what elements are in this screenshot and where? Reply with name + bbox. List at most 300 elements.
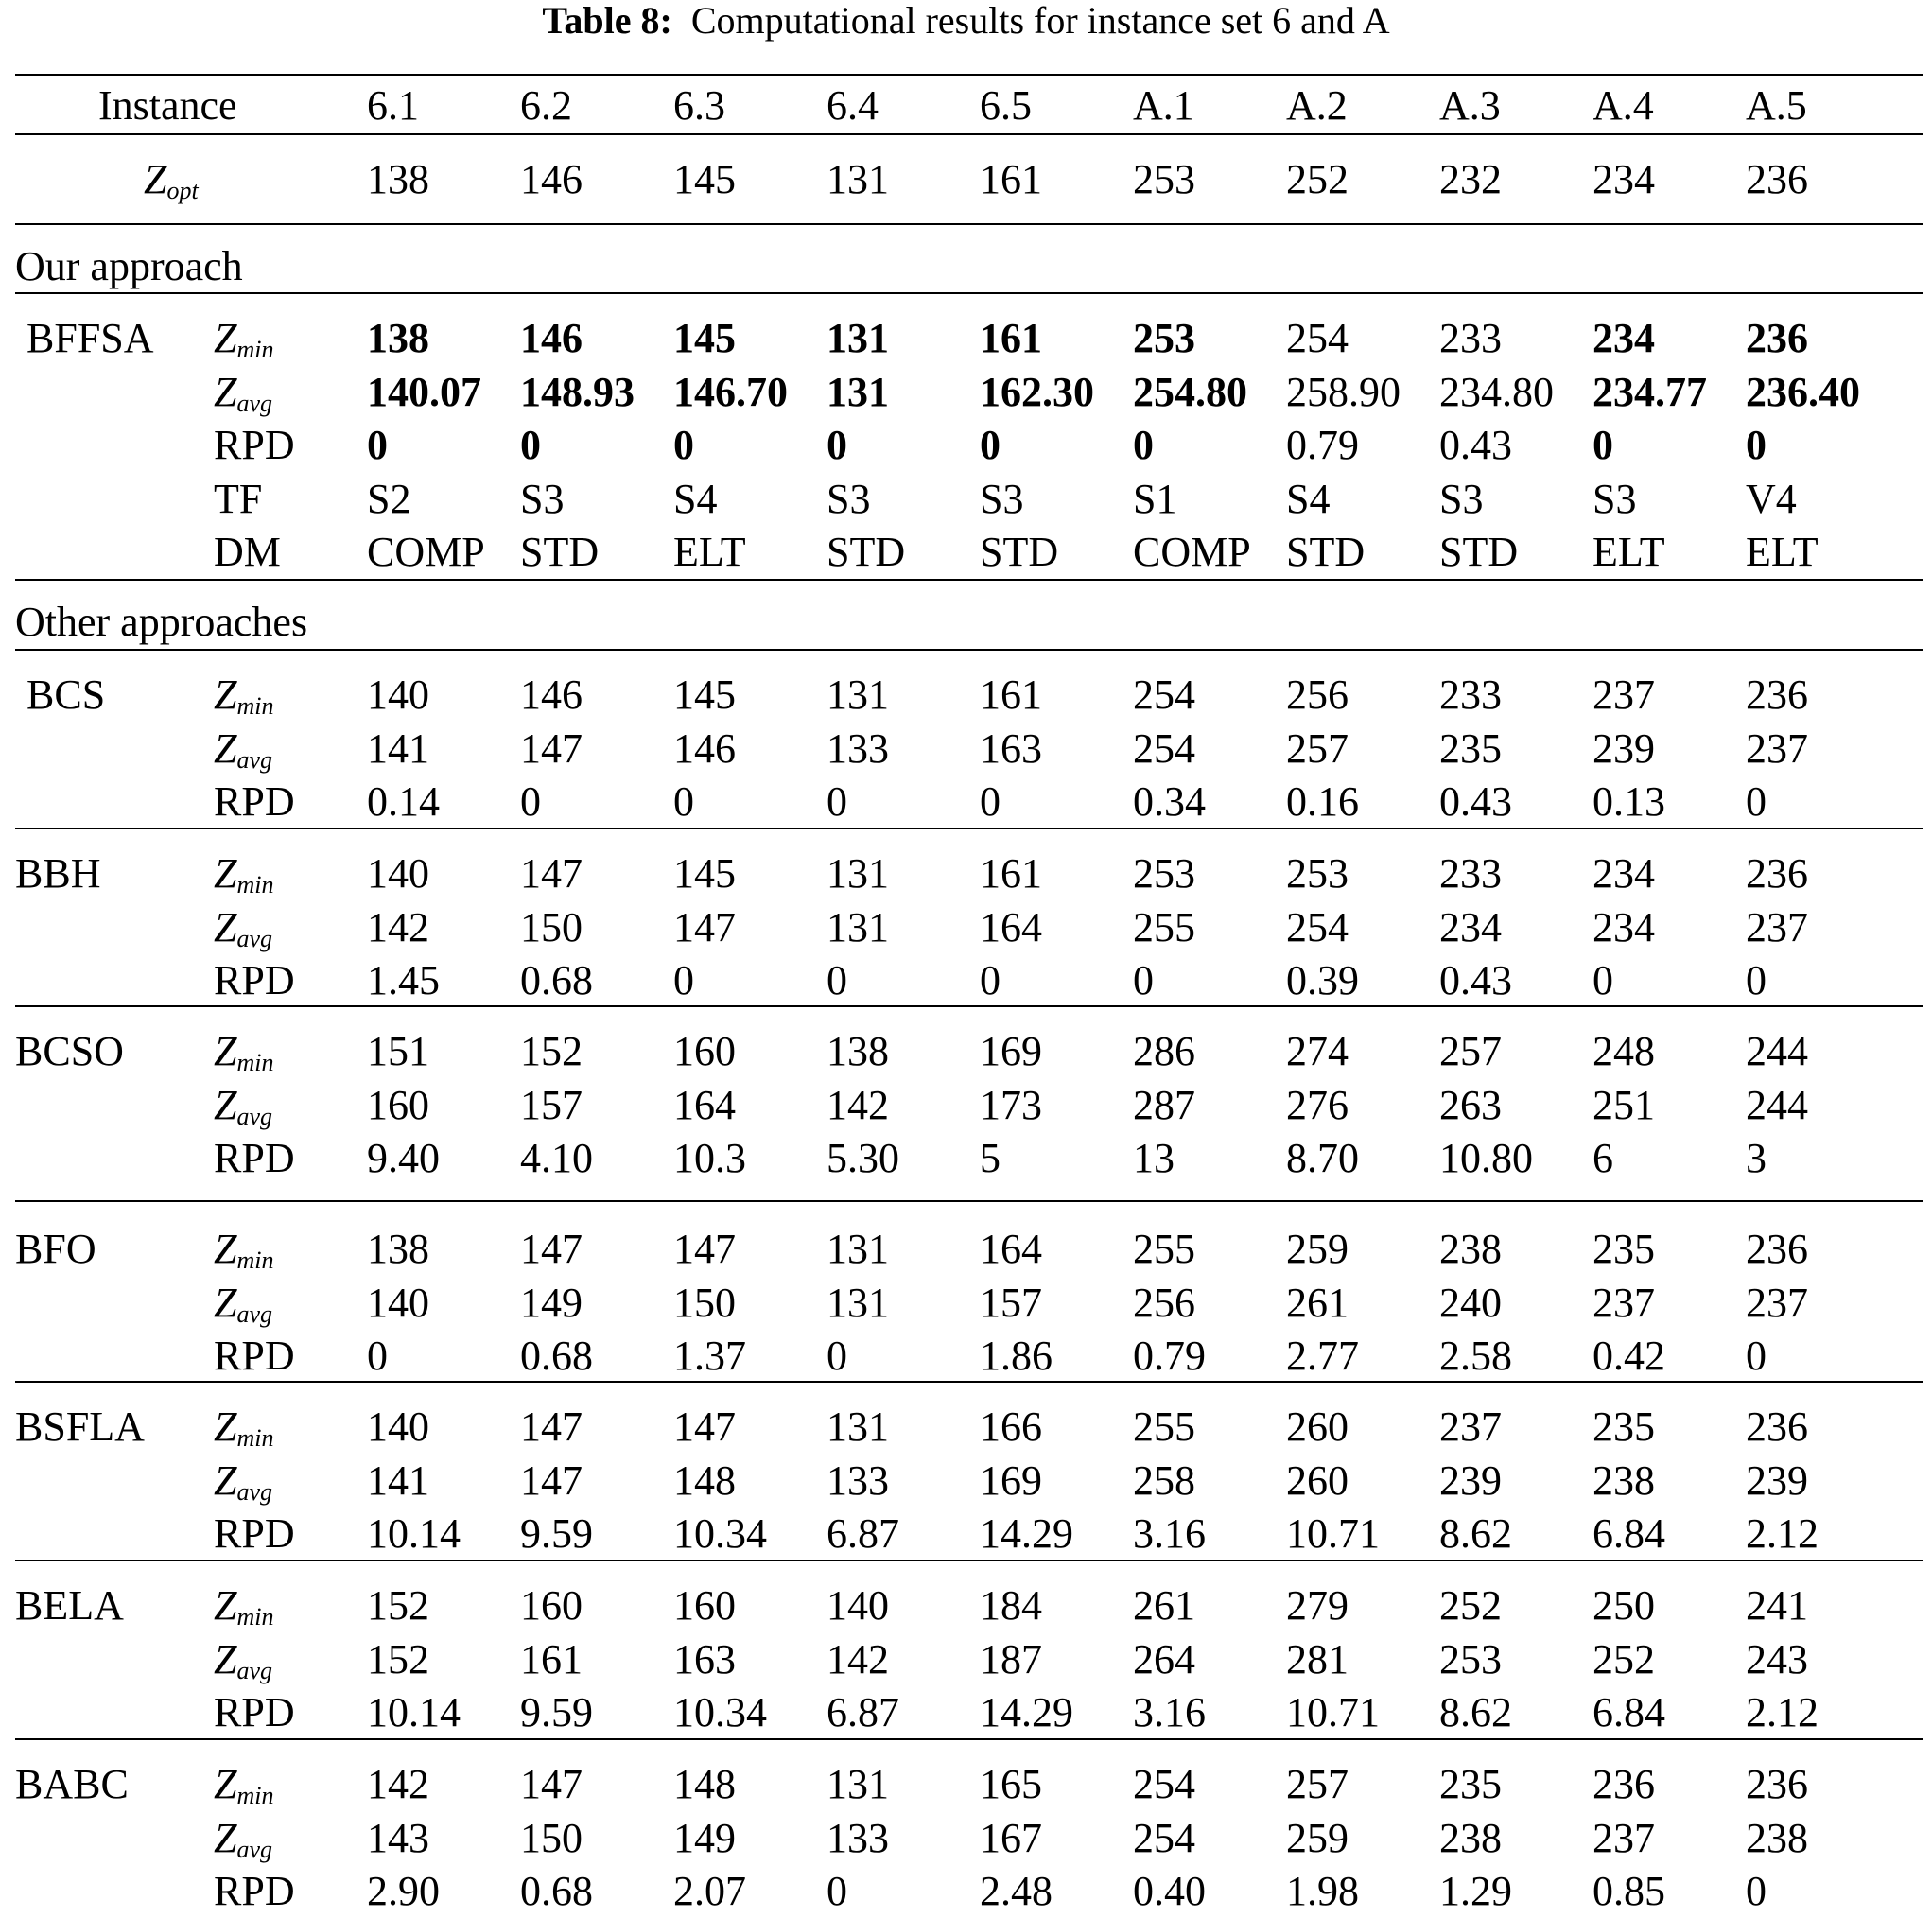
bffsa-rpd-value: 0 — [980, 422, 1001, 468]
bcs-rpd-value: 0.13 — [1593, 778, 1665, 825]
bffsa-dm-value: COMP — [1133, 529, 1251, 575]
bela-zavg-value: 152 — [367, 1635, 429, 1683]
bcso-zmin-value: 286 — [1133, 1028, 1195, 1074]
bcso-zavg-value: 263 — [1439, 1081, 1502, 1128]
bbh-zmin-value: 147 — [520, 850, 583, 897]
bbh-zmin-value: 236 — [1746, 850, 1808, 897]
bbh-zmin-value: 253 — [1133, 850, 1195, 897]
bcs-zmin-value: 237 — [1593, 671, 1655, 718]
bsfla-zavg-value: 169 — [980, 1456, 1042, 1504]
metric-zmin: $Z_{min}$ — [214, 1404, 274, 1452]
bcso-zavg-value: 157 — [520, 1081, 583, 1128]
bsfla-rpd-value: 3.16 — [1133, 1510, 1206, 1557]
bcs-zmin-value: 236 — [1746, 671, 1808, 718]
bcs-zavg-value: 141 — [367, 724, 429, 772]
metric-zavg: $Z_{avg}$ — [214, 1081, 273, 1130]
bffsa-zavg-value: 131 — [827, 368, 889, 415]
bffsa-zavg-value: 234.77 — [1593, 368, 1707, 415]
bfo-zmin-value: 147 — [673, 1226, 736, 1272]
metric-zmin: $Z_{min}$ — [214, 850, 274, 898]
table-caption — [0, 0, 1932, 42]
rule-bsfla — [15, 1560, 1923, 1561]
bcs-rpd-value: 0.34 — [1133, 778, 1206, 825]
bbh-rpd-value: 0 — [1746, 957, 1767, 1003]
metric-zavg: $Z_{avg}$ — [214, 724, 273, 774]
babc-zavg-value: 150 — [520, 1814, 583, 1861]
bcso-zmin-value: 152 — [520, 1028, 583, 1074]
bffsa-rpd-value: 0 — [520, 422, 541, 468]
bcso-zavg-value: 173 — [980, 1081, 1042, 1128]
rule-header — [15, 133, 1923, 135]
bsfla-zavg-value: 147 — [520, 1456, 583, 1504]
metric-zavg: $Z_{avg}$ — [214, 1279, 273, 1328]
bffsa-rpd-value: 0 — [367, 422, 388, 468]
bfo-zavg-value: 131 — [827, 1279, 889, 1326]
bcso-zavg-value: 251 — [1593, 1081, 1655, 1128]
bcs-rpd-value: 0.16 — [1286, 778, 1359, 825]
bela-zavg-value: 281 — [1286, 1635, 1349, 1683]
bcso-zmin-value: 244 — [1746, 1028, 1808, 1074]
babc-zmin-value: 254 — [1133, 1761, 1195, 1807]
header-instance: A.5 — [1746, 82, 1807, 129]
bcs-zavg-value: 257 — [1286, 724, 1349, 772]
bffsa-zavg-value: 140.07 — [367, 368, 481, 415]
method-name-bcs: BCS — [26, 671, 106, 718]
bffsa-tf-value: S3 — [1439, 475, 1484, 522]
bffsa-dm-value: ELT — [1593, 529, 1665, 575]
zopt-value: 145 — [673, 156, 736, 202]
rule-section-ours — [15, 292, 1923, 294]
bfo-rpd-value: 0.42 — [1593, 1333, 1665, 1379]
bffsa-dm-value: STD — [1439, 529, 1519, 575]
bfo-rpd-value: 0 — [827, 1333, 847, 1379]
bbh-zavg-value: 131 — [827, 903, 889, 950]
bsfla-zavg-value: 141 — [367, 1456, 429, 1504]
bcs-zmin-value: 146 — [520, 671, 583, 718]
bfo-zavg-value: 256 — [1133, 1279, 1195, 1326]
metric-rpd: RPD — [214, 778, 295, 825]
bsfla-zmin-value: 235 — [1593, 1404, 1655, 1450]
bela-zmin-value: 160 — [520, 1582, 583, 1629]
bsfla-rpd-value: 10.34 — [673, 1510, 767, 1557]
babc-zavg-value: 133 — [827, 1814, 889, 1861]
bffsa-tf-value: V4 — [1746, 475, 1797, 522]
bcso-rpd-value: 4.10 — [520, 1135, 593, 1181]
bsfla-rpd-value: 10.71 — [1286, 1510, 1380, 1557]
babc-zavg-value: 259 — [1286, 1814, 1349, 1861]
bffsa-zmin-value: 236 — [1746, 315, 1808, 361]
bela-zavg-value: 253 — [1439, 1635, 1502, 1683]
bffsa-tf-value: S4 — [673, 475, 718, 522]
bffsa-rpd-value: 0 — [1593, 422, 1613, 468]
bsfla-rpd-value: 9.59 — [520, 1510, 593, 1557]
metric-rpd: RPD — [214, 1333, 295, 1379]
bcs-zavg-value: 235 — [1439, 724, 1502, 772]
metric-zmin: $Z_{min}$ — [214, 1582, 274, 1630]
method-name-bcso: BCSO — [15, 1028, 124, 1074]
metric-rpd: RPD — [214, 957, 295, 1003]
bffsa-zavg-value: 146.70 — [673, 368, 788, 415]
bsfla-zavg-value: 258 — [1133, 1456, 1195, 1504]
bffsa-rpd-value: 0 — [1746, 422, 1767, 468]
bfo-zmin-value: 138 — [367, 1226, 429, 1272]
bcso-rpd-value: 13 — [1133, 1135, 1175, 1181]
bcs-rpd-value: 0 — [827, 778, 847, 825]
babc-rpd-value: 1.98 — [1286, 1868, 1359, 1914]
bsfla-zavg-value: 238 — [1593, 1456, 1655, 1504]
bcs-zavg-value: 133 — [827, 724, 889, 772]
bbh-zavg-value: 147 — [673, 903, 736, 950]
bcs-zmin-value: 256 — [1286, 671, 1349, 718]
bcso-zavg-value: 276 — [1286, 1081, 1349, 1128]
bsfla-rpd-value: 14.29 — [980, 1510, 1073, 1557]
bbh-zavg-value: 234 — [1439, 903, 1502, 950]
bcso-zmin-value: 138 — [827, 1028, 889, 1074]
bcs-zavg-value: 237 — [1746, 724, 1808, 772]
bcso-zmin-value: 257 — [1439, 1028, 1502, 1074]
zopt-value: 234 — [1593, 156, 1655, 202]
bffsa-zmin-value: 138 — [367, 315, 429, 361]
bela-zmin-value: 252 — [1439, 1582, 1502, 1629]
bffsa-dm-value: ELT — [673, 529, 746, 575]
bbh-zavg-value: 254 — [1286, 903, 1349, 950]
bbh-zavg-value: 237 — [1746, 903, 1808, 950]
bffsa-zmin-value: 131 — [827, 315, 889, 361]
bela-zmin-value: 261 — [1133, 1582, 1195, 1629]
metric-zmin: $Z_{min}$ — [214, 1761, 274, 1809]
bbh-rpd-value: 0.39 — [1286, 957, 1359, 1003]
bsfla-zmin-value: 147 — [673, 1404, 736, 1450]
bcso-rpd-value: 5 — [980, 1135, 1001, 1181]
babc-rpd-value: 0.68 — [520, 1868, 593, 1914]
bffsa-tf-value: S3 — [980, 475, 1024, 522]
bffsa-zmin-value: 146 — [520, 315, 583, 361]
section-other-approaches: Other approaches — [15, 599, 308, 645]
bffsa-zavg-value: 234.80 — [1439, 368, 1554, 415]
bela-zavg-value: 163 — [673, 1635, 736, 1683]
bfo-zmin-value: 259 — [1286, 1226, 1349, 1272]
zopt-value: 232 — [1439, 156, 1502, 202]
babc-rpd-value: 0.85 — [1593, 1868, 1665, 1914]
method-name-bela: BELA — [15, 1582, 124, 1629]
bcso-zmin-value: 248 — [1593, 1028, 1655, 1074]
bffsa-zavg-value: 162.30 — [980, 368, 1094, 415]
metric-zmin: $Z_{min}$ — [214, 1226, 274, 1274]
babc-rpd-value: 0 — [1746, 1868, 1767, 1914]
bffsa-zavg-value: 236.40 — [1746, 368, 1860, 415]
bela-rpd-value: 10.34 — [673, 1689, 767, 1735]
bffsa-zmin-value: 253 — [1133, 315, 1195, 361]
bcso-zavg-value: 287 — [1133, 1081, 1195, 1128]
bfo-zavg-value: 140 — [367, 1279, 429, 1326]
zopt-value: 138 — [367, 156, 429, 202]
bbh-zmin-value: 253 — [1286, 850, 1349, 897]
bbh-rpd-value: 0 — [1593, 957, 1613, 1003]
bcs-zavg-value: 146 — [673, 724, 736, 772]
header-instance: 6.5 — [980, 82, 1032, 129]
rule-section-others — [15, 649, 1923, 651]
bela-zmin-value: 241 — [1746, 1582, 1808, 1629]
babc-zavg-value: 238 — [1439, 1814, 1502, 1861]
bbh-zavg-value: 142 — [367, 903, 429, 950]
metric-zavg: $Z_{avg}$ — [214, 903, 273, 952]
rule-bbh — [15, 1005, 1923, 1007]
bcso-zmin-value: 274 — [1286, 1028, 1349, 1074]
bbh-zavg-value: 234 — [1593, 903, 1655, 950]
bffsa-rpd-value: 0 — [1133, 422, 1154, 468]
zopt-label: $Z_{opt}$ — [144, 156, 199, 204]
bbh-rpd-value: 0.68 — [520, 957, 593, 1003]
bffsa-tf-value: S4 — [1286, 475, 1331, 522]
bfo-rpd-value: 2.77 — [1286, 1333, 1359, 1379]
bffsa-tf-value: S2 — [367, 475, 411, 522]
bsfla-rpd-value: 2.12 — [1746, 1510, 1819, 1557]
babc-zmin-value: 236 — [1746, 1761, 1808, 1807]
bela-zavg-value: 243 — [1746, 1635, 1808, 1683]
bcso-rpd-value: 5.30 — [827, 1135, 899, 1181]
zopt-value: 253 — [1133, 156, 1195, 202]
babc-zmin-value: 131 — [827, 1761, 889, 1807]
bbh-zmin-value: 161 — [980, 850, 1042, 897]
bbh-rpd-value: 0 — [827, 957, 847, 1003]
bsfla-zmin-value: 147 — [520, 1404, 583, 1450]
metric-dm: DM — [214, 529, 281, 575]
babc-rpd-value: 2.48 — [980, 1868, 1053, 1914]
section-our-approach: Our approach — [15, 243, 243, 289]
bcso-zavg-value: 142 — [827, 1081, 889, 1128]
bcso-rpd-value: 6 — [1593, 1135, 1613, 1181]
babc-zmin-value: 142 — [367, 1761, 429, 1807]
rule-zopt — [15, 223, 1923, 225]
bcs-zmin-value: 254 — [1133, 671, 1195, 718]
bbh-zmin-value: 233 — [1439, 850, 1502, 897]
bsfla-zmin-value: 237 — [1439, 1404, 1502, 1450]
bbh-rpd-value: 0 — [673, 957, 694, 1003]
bcs-rpd-value: 0 — [1746, 778, 1767, 825]
metric-rpd: RPD — [214, 1689, 295, 1735]
bsfla-zavg-value: 133 — [827, 1456, 889, 1504]
metric-zavg: $Z_{avg}$ — [214, 368, 273, 417]
header-instance: A.1 — [1133, 82, 1194, 129]
bffsa-tf-value: S1 — [1133, 475, 1177, 522]
bfo-zmin-value: 238 — [1439, 1226, 1502, 1272]
metric-zmin: $Z_{min}$ — [214, 671, 274, 720]
caption-label: Table 8: — [542, 0, 672, 42]
bsfla-rpd-value: 10.14 — [367, 1510, 461, 1557]
bfo-zavg-value: 237 — [1593, 1279, 1655, 1326]
rule-top — [15, 74, 1923, 76]
bcso-zmin-value: 169 — [980, 1028, 1042, 1074]
bbh-zmin-value: 145 — [673, 850, 736, 897]
bfo-zmin-value: 236 — [1746, 1226, 1808, 1272]
header-instance: 6.4 — [827, 82, 879, 129]
metric-rpd: RPD — [214, 422, 295, 468]
babc-zavg-value: 149 — [673, 1814, 736, 1861]
metric-zmin: $Z_{min}$ — [214, 315, 274, 363]
bffsa-zavg-value: 148.93 — [520, 368, 635, 415]
bela-zavg-value: 142 — [827, 1635, 889, 1683]
bcs-zmin-value: 233 — [1439, 671, 1502, 718]
header-instance-label: Instance — [98, 82, 237, 129]
rule-bcso — [15, 1200, 1923, 1202]
babc-zavg-value: 237 — [1593, 1814, 1655, 1861]
bbh-zavg-value: 255 — [1133, 903, 1195, 950]
bbh-zmin-value: 140 — [367, 850, 429, 897]
caption-text: Computational results for instance set 6 and A — [690, 0, 1390, 42]
bsfla-zmin-value: 140 — [367, 1404, 429, 1450]
bela-zmin-value: 160 — [673, 1582, 736, 1629]
header-instance: A.3 — [1439, 82, 1501, 129]
bcso-zavg-value: 244 — [1746, 1081, 1808, 1128]
babc-rpd-value: 0.40 — [1133, 1868, 1206, 1914]
bcs-rpd-value: 0 — [520, 778, 541, 825]
babc-zmin-value: 148 — [673, 1761, 736, 1807]
bcso-rpd-value: 9.40 — [367, 1135, 440, 1181]
bfo-zavg-value: 157 — [980, 1279, 1042, 1326]
rule-bcs — [15, 828, 1923, 829]
babc-zmin-value: 147 — [520, 1761, 583, 1807]
bela-rpd-value: 3.16 — [1133, 1689, 1206, 1735]
metric-zavg: $Z_{avg}$ — [214, 1456, 273, 1506]
bela-zavg-value: 252 — [1593, 1635, 1655, 1683]
babc-zmin-value: 165 — [980, 1761, 1042, 1807]
babc-rpd-value: 2.90 — [367, 1868, 440, 1914]
babc-zavg-value: 254 — [1133, 1814, 1195, 1861]
bcs-zmin-value: 140 — [367, 671, 429, 718]
bbh-rpd-value: 0 — [980, 957, 1001, 1003]
bcso-zavg-value: 164 — [673, 1081, 736, 1128]
bffsa-dm-value: STD — [520, 529, 600, 575]
bffsa-dm-value: STD — [827, 529, 906, 575]
rule-bffsa — [15, 579, 1923, 581]
bela-zmin-value: 152 — [367, 1582, 429, 1629]
method-name-bbh: BBH — [15, 850, 101, 897]
bcs-zavg-value: 163 — [980, 724, 1042, 772]
bsfla-zmin-value: 166 — [980, 1404, 1042, 1450]
bbh-zmin-value: 131 — [827, 850, 889, 897]
bbh-zavg-value: 164 — [980, 903, 1042, 950]
bcso-zmin-value: 160 — [673, 1028, 736, 1074]
bffsa-zavg-value: 258.90 — [1286, 368, 1401, 415]
bela-rpd-value: 10.71 — [1286, 1689, 1380, 1735]
bfo-zmin-value: 147 — [520, 1226, 583, 1272]
bela-zmin-value: 250 — [1593, 1582, 1655, 1629]
bcs-zavg-value: 239 — [1593, 724, 1655, 772]
bela-rpd-value: 8.62 — [1439, 1689, 1512, 1735]
zopt-value: 161 — [980, 156, 1042, 202]
bcs-rpd-value: 0 — [980, 778, 1001, 825]
bfo-rpd-value: 1.37 — [673, 1333, 746, 1379]
bffsa-rpd-value: 0.79 — [1286, 422, 1359, 468]
bela-rpd-value: 9.59 — [520, 1689, 593, 1735]
metric-tf: TF — [214, 475, 263, 522]
method-name-babc: BABC — [15, 1761, 129, 1807]
bela-rpd-value: 14.29 — [980, 1689, 1073, 1735]
bffsa-zavg-value: 254.80 — [1133, 368, 1247, 415]
bfo-zmin-value: 235 — [1593, 1226, 1655, 1272]
bffsa-zmin-value: 145 — [673, 315, 736, 361]
bela-zavg-value: 264 — [1133, 1635, 1195, 1683]
bffsa-rpd-value: 0.43 — [1439, 422, 1512, 468]
bela-rpd-value: 6.87 — [827, 1689, 899, 1735]
metric-rpd: RPD — [214, 1135, 295, 1181]
bcs-rpd-value: 0.14 — [367, 778, 440, 825]
babc-zavg-value: 167 — [980, 1814, 1042, 1861]
metric-zavg: $Z_{avg}$ — [214, 1814, 273, 1863]
babc-zmin-value: 257 — [1286, 1761, 1349, 1807]
bsfla-zavg-value: 239 — [1746, 1456, 1808, 1504]
bffsa-zmin-value: 233 — [1439, 315, 1502, 361]
bfo-rpd-value: 0.79 — [1133, 1333, 1206, 1379]
method-name-bfo: BFO — [15, 1226, 96, 1272]
bsfla-zmin-value: 131 — [827, 1404, 889, 1450]
metric-zmin: $Z_{min}$ — [214, 1028, 274, 1076]
metric-rpd: RPD — [214, 1510, 295, 1557]
bfo-zavg-value: 149 — [520, 1279, 583, 1326]
bfo-rpd-value: 0 — [367, 1333, 388, 1379]
bffsa-dm-value: STD — [980, 529, 1059, 575]
babc-zmin-value: 235 — [1439, 1761, 1502, 1807]
bsfla-zavg-value: 260 — [1286, 1456, 1349, 1504]
bcs-rpd-value: 0.43 — [1439, 778, 1512, 825]
bfo-zmin-value: 255 — [1133, 1226, 1195, 1272]
bfo-zavg-value: 237 — [1746, 1279, 1808, 1326]
babc-zmin-value: 236 — [1593, 1761, 1655, 1807]
bfo-zavg-value: 240 — [1439, 1279, 1502, 1326]
header-instance: 6.2 — [520, 82, 572, 129]
bffsa-dm-value: COMP — [367, 529, 485, 575]
bsfla-zmin-value: 260 — [1286, 1404, 1349, 1450]
bela-rpd-value: 2.12 — [1746, 1689, 1819, 1735]
bcs-zavg-value: 147 — [520, 724, 583, 772]
method-name-bsfla: BSFLA — [15, 1404, 145, 1450]
bcso-rpd-value: 8.70 — [1286, 1135, 1359, 1181]
babc-rpd-value: 0 — [827, 1868, 847, 1914]
zopt-value: 236 — [1746, 156, 1808, 202]
bffsa-tf-value: S3 — [827, 475, 871, 522]
bfo-zavg-value: 150 — [673, 1279, 736, 1326]
bcs-rpd-value: 0 — [673, 778, 694, 825]
bcs-zmin-value: 145 — [673, 671, 736, 718]
bela-zavg-value: 161 — [520, 1635, 583, 1683]
header-instance: 6.3 — [673, 82, 725, 129]
bffsa-dm-value: ELT — [1746, 529, 1819, 575]
babc-rpd-value: 1.29 — [1439, 1868, 1512, 1914]
bsfla-rpd-value: 8.62 — [1439, 1510, 1512, 1557]
bela-zmin-value: 140 — [827, 1582, 889, 1629]
metric-rpd: RPD — [214, 1868, 295, 1914]
bbh-zmin-value: 234 — [1593, 850, 1655, 897]
bffsa-tf-value: S3 — [1593, 475, 1637, 522]
bfo-rpd-value: 0.68 — [520, 1333, 593, 1379]
method-name-bffsa: BFFSA — [26, 315, 154, 361]
bfo-zmin-value: 164 — [980, 1226, 1042, 1272]
bcso-zavg-value: 160 — [367, 1081, 429, 1128]
bsfla-zmin-value: 255 — [1133, 1404, 1195, 1450]
babc-zavg-value: 238 — [1746, 1814, 1808, 1861]
bcso-zmin-value: 151 — [367, 1028, 429, 1074]
bsfla-rpd-value: 6.84 — [1593, 1510, 1665, 1557]
bfo-rpd-value: 1.86 — [980, 1333, 1053, 1379]
bfo-zavg-value: 261 — [1286, 1279, 1349, 1326]
bffsa-rpd-value: 0 — [673, 422, 694, 468]
zopt-value: 146 — [520, 156, 583, 202]
bfo-zmin-value: 131 — [827, 1226, 889, 1272]
header-instance: A.4 — [1593, 82, 1654, 129]
bffsa-dm-value: STD — [1286, 529, 1366, 575]
bcs-zavg-value: 254 — [1133, 724, 1195, 772]
bela-zavg-value: 187 — [980, 1635, 1042, 1683]
